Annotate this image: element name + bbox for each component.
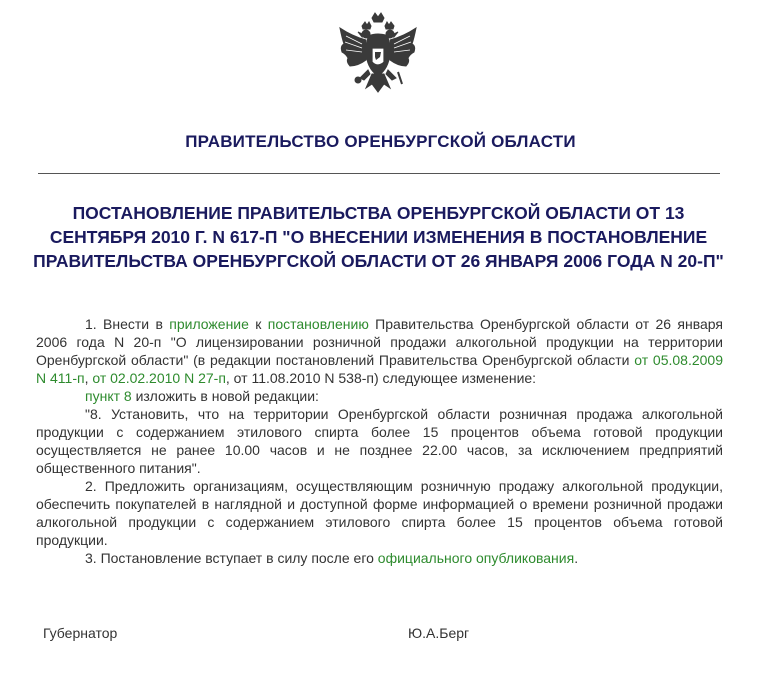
coat-of-arms-icon [332, 10, 424, 102]
link-point-8[interactable]: пункт 8 [85, 388, 132, 404]
paragraph-text: к [248, 316, 268, 332]
paragraph-text: , [84, 370, 93, 386]
paragraph-text: изложить в новой редакции: [131, 388, 319, 404]
signature-name: Ю.А.Берг [408, 625, 470, 641]
link-resolution-27[interactable]: от 02.02.2010 N 27-п [92, 370, 226, 386]
divider [38, 173, 720, 174]
paragraph-3: "8. Установить, что на территории Оренбургской области розничная продажа алкогольной продукции с содержанием этилового спирта более 15 процентов объема готовой продукции осуществляется не ранее 10.00 часов и не позднее 22.00 часов, за исключением предприятий общественного питания". [36, 406, 723, 476]
paragraph-5 [36, 549, 723, 567]
paragraph-text: 3. Постановление вступает в силу после его [85, 550, 378, 566]
paragraph-text: Правительства Оренбургской области от 26 января 2006 года N 20-п "О лицензировании розничной продажи алкогольной продукции на территории Оренбургской области" (в редакции постановлений Правительства Оренбургской области [36, 316, 724, 368]
government-name: ПРАВИТЕЛЬСТВО ОРЕНБУРГСКОЙ ОБЛАСТИ [185, 132, 576, 151]
paragraph-1 [36, 315, 723, 387]
paragraph-text: 1. Внести в [85, 316, 170, 332]
paragraph-text: , от 11.08.2010 N 538-п) следующее изменение: [225, 370, 537, 386]
document-body [36, 315, 723, 567]
document-title: ПОСТАНОВЛЕНИЕ ПРАВИТЕЛЬСТВА ОРЕНБУРГСКОЙ ОБЛАСТИ ОТ 13 СЕНТЯБРЯ 2010 Г. N 617-П "О ВНЕСЕНИИ ИЗМЕНЕНИЯ В ПОСТАНОВЛЕНИЕ ПРАВИТЕЛЬСТВА ОРЕНБУРГСКОЙ ОБЛАСТИ ОТ 26 ЯНВАРЯ 2006 ГОДА N 20-П" [33, 203, 724, 271]
link-resolution[interactable]: постановлению [267, 316, 369, 332]
paragraph-text: . [574, 550, 579, 566]
link-resolution-411[interactable]: от 05.08.2009 N 411-п [36, 352, 723, 386]
link-appendix[interactable]: приложение [169, 316, 249, 332]
link-official-publication[interactable]: официального опубликования [377, 550, 575, 566]
paragraph-2 [36, 387, 723, 405]
signature-position: Губернатор [43, 625, 118, 641]
paragraph-4: 2. Предложить организациям, осуществляющим розничную продажу алкогольной продукции, обеспечить покупателей в наглядной и доступной форме информацией о времени розничной продажи алкогольной продукции с содержанием этилового спирта более 15 процентов объема готовой продукции. [36, 478, 723, 548]
